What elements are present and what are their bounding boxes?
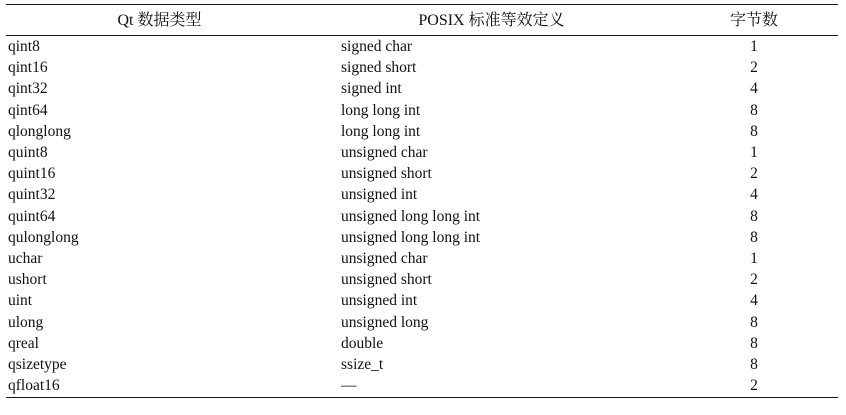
table-header-row — [6, 5, 838, 36]
cell-qt-type: qfloat16 — [6, 375, 313, 398]
cell-byte-count: 8 — [670, 227, 838, 248]
table-row — [6, 248, 838, 269]
cell-posix-definition: ssize_t — [313, 354, 670, 375]
cell-byte-count: 8 — [670, 312, 838, 333]
table-row — [6, 57, 838, 78]
table-row — [6, 269, 838, 290]
table-row — [6, 290, 838, 311]
cell-byte-count: 8 — [670, 121, 838, 142]
cell-byte-count: 2 — [670, 57, 838, 78]
cell-posix-definition: unsigned short — [313, 269, 670, 290]
cell-qt-type: qint32 — [6, 78, 313, 99]
column-header-posix: POSIX 标准等效定义 — [313, 5, 670, 36]
table-header — [6, 5, 838, 36]
cell-byte-count: 2 — [670, 163, 838, 184]
cell-byte-count: 2 — [670, 269, 838, 290]
cell-qt-type: quint32 — [6, 184, 313, 205]
cell-posix-definition: unsigned short — [313, 163, 670, 184]
cell-posix-definition: unsigned int — [313, 184, 670, 205]
cell-posix-definition: — — [313, 375, 670, 398]
table-row — [6, 375, 838, 398]
cell-byte-count: 1 — [670, 36, 838, 58]
cell-byte-count: 4 — [670, 184, 838, 205]
column-header-bytes: 字节数 — [670, 5, 838, 36]
cell-posix-definition: long long int — [313, 100, 670, 121]
cell-qt-type: ulong — [6, 312, 313, 333]
table-row — [6, 36, 838, 58]
cell-byte-count: 1 — [670, 142, 838, 163]
table-row — [6, 78, 838, 99]
cell-byte-count: 1 — [670, 248, 838, 269]
cell-byte-count: 2 — [670, 375, 838, 398]
table-row — [6, 163, 838, 184]
cell-posix-definition: unsigned int — [313, 290, 670, 311]
cell-qt-type: qsizetype — [6, 354, 313, 375]
table-row — [6, 100, 838, 121]
table-row — [6, 333, 838, 354]
cell-qt-type: quint64 — [6, 206, 313, 227]
cell-qt-type: quint16 — [6, 163, 313, 184]
cell-byte-count: 4 — [670, 78, 838, 99]
table-row — [6, 354, 838, 375]
table-row — [6, 206, 838, 227]
cell-qt-type: ushort — [6, 269, 313, 290]
table-body — [6, 36, 838, 398]
cell-qt-type: qlonglong — [6, 121, 313, 142]
table-row — [6, 227, 838, 248]
cell-byte-count: 8 — [670, 333, 838, 354]
cell-qt-type: quint8 — [6, 142, 313, 163]
cell-byte-count: 8 — [670, 354, 838, 375]
cell-byte-count: 4 — [670, 290, 838, 311]
table-row — [6, 312, 838, 333]
cell-qt-type: uint — [6, 290, 313, 311]
cell-posix-definition: unsigned char — [313, 248, 670, 269]
cell-posix-definition: signed short — [313, 57, 670, 78]
cell-posix-definition: signed int — [313, 78, 670, 99]
cell-posix-definition: unsigned long long int — [313, 227, 670, 248]
cell-posix-definition: unsigned long long int — [313, 206, 670, 227]
table-row — [6, 142, 838, 163]
cell-qt-type: uchar — [6, 248, 313, 269]
cell-qt-type: qint16 — [6, 57, 313, 78]
cell-posix-definition: double — [313, 333, 670, 354]
cell-qt-type: qint8 — [6, 36, 313, 58]
cell-posix-definition: unsigned char — [313, 142, 670, 163]
cell-posix-definition: signed char — [313, 36, 670, 58]
cell-posix-definition: long long int — [313, 121, 670, 142]
cell-posix-definition: unsigned long — [313, 312, 670, 333]
cell-byte-count: 8 — [670, 100, 838, 121]
table-row — [6, 121, 838, 142]
cell-qt-type: qint64 — [6, 100, 313, 121]
table-row — [6, 184, 838, 205]
column-header-qt-type: Qt 数据类型 — [6, 5, 313, 36]
cell-qt-type: qreal — [6, 333, 313, 354]
qt-datatypes-table — [6, 4, 838, 398]
cell-byte-count: 8 — [670, 206, 838, 227]
cell-qt-type: qulonglong — [6, 227, 313, 248]
